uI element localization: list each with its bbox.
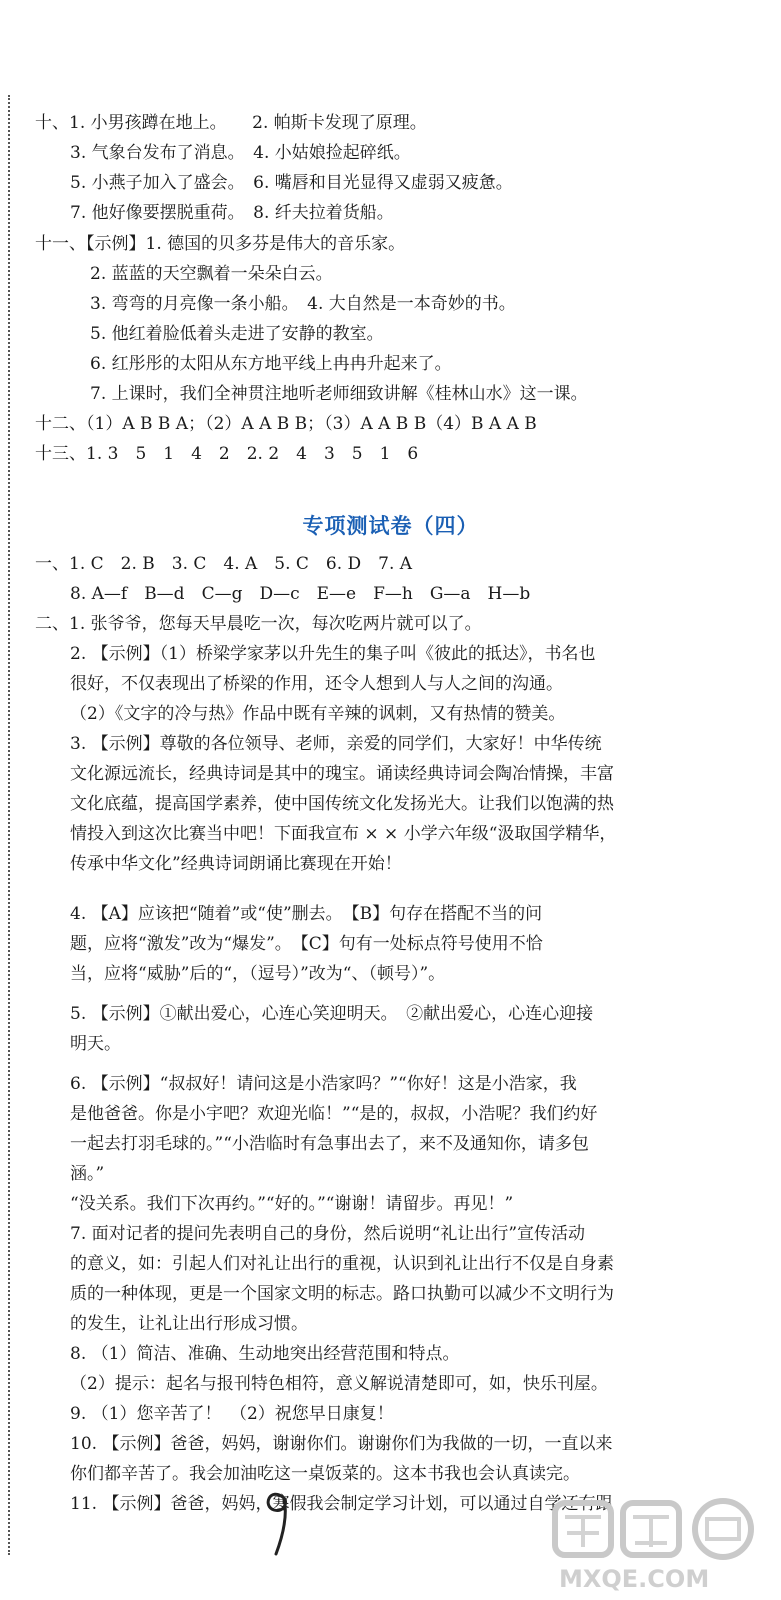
answer-line: 4. 【A】应该把“随着”或“使”删去。 【B】句存在搭配不当的问: [70, 904, 543, 924]
answer-line: 10. 【示例】爸爸，妈妈，谢谢你们。谢谢你们为我做的一切，一直以来: [70, 1434, 613, 1454]
answer-line: 7. 他好像要摆脱重荷。 8. 纤夫拉着货船。: [70, 203, 394, 223]
answer-line: 涵。”: [70, 1164, 105, 1184]
answer-line: 文化底蕴，提高国学素养，使中国传统文化发扬光大。让我们以饱满的热: [70, 794, 614, 814]
answer-line: 一、1. C 2. B 3. C 4. A 5. C 6. D 7. A: [35, 554, 413, 574]
answer-line: （2）提示：起名与报刊特色相符，意义解说清楚即可，如，快乐刊屋。: [70, 1374, 608, 1394]
section-title: 专项测试卷（四）: [302, 514, 479, 538]
answer-line: 的发生，让礼让出行形成习惯。: [70, 1314, 308, 1334]
page-number-handwritten: [258, 1478, 298, 1558]
answer-line: 3. 气象台发布了消息。 4. 小姑娘捡起碎纸。: [70, 143, 411, 163]
answer-line: 5. 【示例】①献出爱心，心连心笑迎明天。 ②献出爱心，心连心迎接: [70, 1004, 594, 1024]
answer-line: 7. 上课时，我们全神贯注地听老师细致讲解《桂林山水》这一课。: [90, 384, 588, 404]
answer-line: 十一、【示例】1. 德国的贝多芬是伟大的音乐家。: [35, 234, 406, 254]
answer-line: 2. 【示例】（1）桥梁学家茅以升先生的集子叫《彼此的抵达》，书名也: [70, 644, 596, 664]
answer-line: 6. 【示例】“叔叔好！请问这是小浩家吗？”“你好！这是小浩家，我: [70, 1074, 577, 1094]
answer-line: 二、1. 张爷爷，您每天早晨吃一次，每次吃两片就可以了。: [35, 614, 482, 634]
answer-line: 十二、（1）A B B A；（2）A A B B；（3）A A B B（4）B A A B: [35, 414, 537, 434]
answer-line: 2. 蓝蓝的天空飘着一朵朵白云。: [90, 264, 333, 284]
answer-line: 十、1. 小男孩蹲在地上。 2. 帕斯卡发现了原理。: [35, 113, 427, 133]
watermark-logo: [545, 1495, 775, 1595]
answer-line: 很好，不仅表现出了桥梁的作用，还令人想到人与人之间的沟通。: [70, 674, 563, 694]
answer-line: 7. 面对记者的提问先表明自己的身份，然后说明“礼让出行”宣传活动: [70, 1224, 586, 1244]
answer-line: 一起去打羽毛球的。”“小浩临时有急事出去了，来不及通知你，请多包: [70, 1134, 589, 1154]
binding-dotted-line: [8, 95, 10, 1555]
answer-line: 传承中华文化”经典诗词朗诵比赛现在开始！: [70, 854, 402, 874]
answer-line: 3. 【示例】尊敬的各位领导、老师，亲爱的同学们，大家好！中华传统: [70, 734, 602, 754]
answer-line: 8. A—f B—d C—g D—c E—e F—h G—a H—b: [70, 584, 531, 604]
answer-line: 情投入到这次比赛当中吧！下面我宣布 × × 小学六年级“汲取国学精华，: [70, 824, 617, 844]
answer-line: 文化源远流长，经典诗词是其中的瑰宝。诵读经典诗词会陶冶情操，丰富: [70, 764, 614, 784]
answer-line: 题，应将“激发”改为“爆发”。 【C】句有一处标点符号使用不恰: [70, 934, 543, 954]
answer-line: 质的一种体现，更是一个国家文明的标志。路口执勤可以减少不文明行为: [70, 1284, 614, 1304]
answer-line: 9. （1）您辛苦了！ （2）祝您早日康复！: [70, 1404, 394, 1424]
answer-line: 5. 他红着脸低着头走进了安静的教室。: [90, 324, 384, 344]
answer-line: 3. 弯弯的月亮像一条小船。 4. 大自然是一本奇妙的书。: [90, 294, 516, 314]
answer-line: 是他爸爸。你是小宇吧？欢迎光临！”“是的，叔叔，小浩呢？我们约好: [70, 1104, 598, 1124]
answer-line: “没关系。我们下次再约。”“好的。”“谢谢！请留步。再见！”: [70, 1194, 514, 1214]
answer-line: 11. 【示例】爸爸，妈妈，寒假我会制定学习计划，可以通过自学还有跟: [70, 1494, 613, 1514]
answer-line: 8. （1）简洁、准确、生动地突出经营范围和特点。: [70, 1344, 460, 1364]
answer-line: 十三、1. 3 5 1 4 2 2. 2 4 3 5 1 6: [35, 444, 419, 464]
answer-line: 明天。: [70, 1034, 121, 1054]
svg-text:MXQE.COM: MXQE.COM: [559, 1565, 710, 1593]
answer-line: 的意义，如：引起人们对礼让出行的重视，认识到礼让出行不仅是自身素: [70, 1254, 614, 1274]
answer-line: 6. 红彤彤的太阳从东方地平线上冉冉升起来了。: [90, 354, 452, 374]
answer-line: 5. 小燕子加入了盛会。 6. 嘴唇和目光显得又虚弱又疲惫。: [70, 173, 513, 193]
answer-line: 当，应将“威胁”后的“，（逗号）”改为“、（顿号）”。: [70, 964, 446, 984]
answer-line: 你们都辛苦了。我会加油吃这一桌饭菜的。这本书我也会认真读完。: [70, 1464, 580, 1484]
answer-line: （2）《文字的冷与热》作品中既有辛辣的讽刺，又有热情的赞美。: [70, 704, 566, 724]
